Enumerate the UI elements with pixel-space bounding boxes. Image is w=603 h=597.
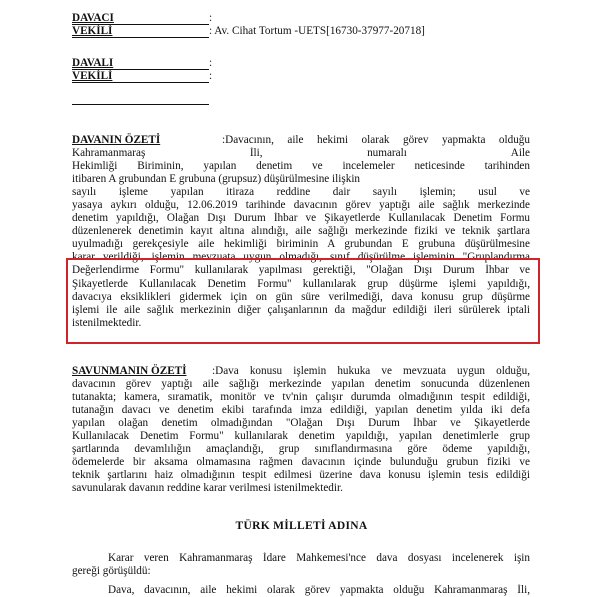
paragraph-line: Değerlendirme Formu" kullanılarak yapılması gerektiği, "Olağan Dışı Durum İhbar ve (72, 264, 530, 277)
vekili-underline-1 (72, 37, 209, 38)
paragraph-line: istenilmektedir. (72, 316, 142, 329)
paragraph-line: uyulmadığı gerekçesiyle aile hekimliği biriminin A grubundan E grubuna düşürülmesine (72, 238, 530, 251)
paragraph-line: davacının görev yaptığı aile sağlığı merkezinde yapılan denetim sonucunda düzenlenen (72, 378, 530, 391)
paragraph-line: Karar veren Kahramanmaraş İdare Mahkemesi'nce dava dosyası incelenerek işin (108, 552, 530, 564)
davali-colon: : (209, 57, 213, 69)
highlight-box (66, 258, 540, 344)
paragraph-line: işlemi ile aile sağlık merkezinin diğer çalışanlarının da mağdur edildiği ileri sürülerek iptali (72, 303, 530, 316)
vekili-label-2: VEKİLİ (72, 70, 113, 82)
vekili-colon-2: : (209, 70, 213, 82)
davaci-colon: : (209, 12, 213, 24)
paragraph-line: tutanağın davacı ve denetim ekibi tarafında imza edildiği, yapılan denetim yılda iki defa (72, 404, 530, 417)
paragraph-line: Dava, davacının, aile hekimi olarak görev yapmakta olduğu Kahramanmaraş İli, (108, 584, 530, 597)
davaci-label: DAVACI (72, 12, 114, 24)
paragraph-line: :Dava konusu işlemin hukuka ve mevzuata uygun olduğu, (212, 365, 530, 377)
savunmanin-ozeti-paragraph (72, 365, 530, 495)
vekili-value-1: : Av. Cihat Tortum -UETS[16730-37977-20718] (209, 25, 425, 37)
turk-milleti-adina-heading: TÜRK MİLLETİ ADINA (235, 520, 368, 532)
paragraph-line: gereği görüşüldü: (72, 565, 151, 578)
paragraph-line: şartlarında devamlılığın amaçlandığı, grup sınıflandırmasına göre ödeme yapıldığı, (72, 443, 530, 456)
vekili-underline-2 (72, 82, 209, 83)
paragraph-line: denetim yapıldığı, Olağan Dışı Durum İhbar ve Şikayetlerde Kullanılacak Denetim Formu (72, 212, 530, 225)
karar-paragraph (72, 552, 530, 597)
davanin-ozeti-heading: DAVANIN ÖZETİ (72, 134, 161, 146)
paragraph-line: Kahramanmaraş İli, numaralı Aile (72, 147, 530, 160)
paragraph-line: sayılı işleme yapılan itiraza reddine dair sayılı işlemin; usul ve (72, 186, 530, 199)
paragraph-line: itibaren A grubundan E grubuna (grupsuz) düşürülmesine ilişkin (72, 173, 361, 186)
paragraph-line: :Davacının, aile hekimi olarak görev yapmakta olduğu (222, 134, 530, 146)
paragraph-line: karar verildiği, işlemin mevzuata uygun olmadığı, sınıf düşürülme işleminin "Gruplandırma (72, 251, 530, 264)
paragraph-line: davacıya eksiklikleri gidermek için on gün süre verilmediği, dava konusu grup düşürme (72, 290, 530, 303)
paragraph-line: ödemelerde bir aksama olmamasına rağmen davacının içinde bulunduğu grubun fiziki ve (72, 456, 530, 469)
paragraph-line: Kullanılacak Denetim Formu" kullanılarak denetim yapıldığı, yapılan denetimlerle grup (72, 430, 530, 443)
paragraph-line: savunularak davanın reddine karar verilmesi istenilmektedir. (72, 482, 343, 495)
paragraph-line: yapılan olağan denetim olmadığından "Olağan Dışı Durum İhbar ve Şikayetlerde (72, 417, 530, 430)
paragraph-line: Hekimliği Biriminin, yapılan denetim ve incelemeler neticesinde tarihinden (72, 160, 530, 173)
paragraph-line: yasaya aykırı olduğu, 12.06.2019 tarihinde davacının görev yaptığı aile sağlık merkezinde (72, 199, 530, 212)
paragraph-line: tutanakta; kamera, sıramatik, monitör ve tv'nin çalışır durumda olmadığının tespit edildiği, (72, 391, 530, 404)
paragraph-line: teknik şartlarını haiz olmadığının tespit edilmesi üzerine dava konusu işlemin tesis edildiği (72, 469, 530, 482)
vekili-label-1: VEKİLİ (72, 25, 113, 37)
blank-underline (72, 104, 209, 105)
paragraph-line: Şikayetlerde Kullanılacak Denetim Formu" kullanılarak grup düşürme işlemi yapıldığı, (72, 277, 530, 290)
davali-label: DAVALI (72, 57, 114, 69)
savunmanin-ozeti-heading: SAVUNMANIN ÖZETİ (72, 365, 187, 377)
paragraph-line: düzenlenerek denetimin kayıt altına alındığı, aile sağlığı merkezinde fiziki ve teknik şartlara (72, 225, 530, 238)
